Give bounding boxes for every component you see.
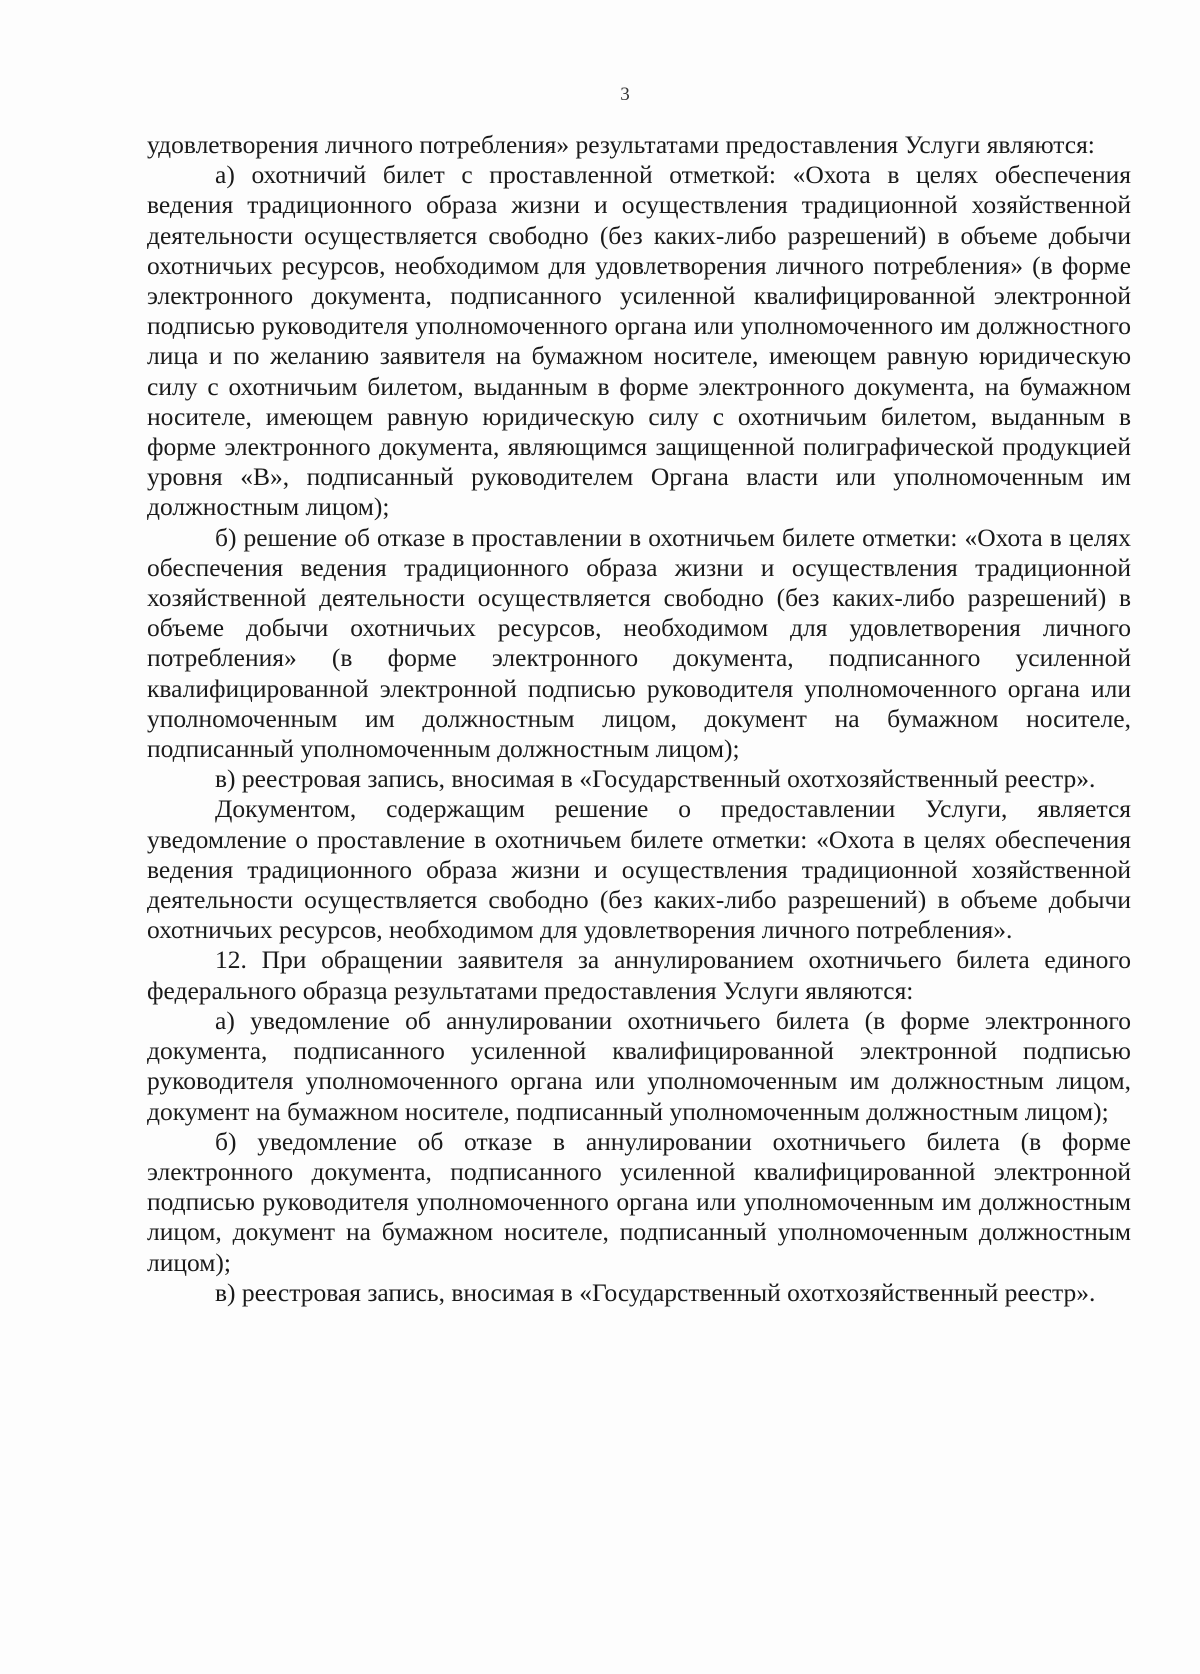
page-number: 3 (620, 84, 630, 105)
paragraph-item-b-refusal-decision: б) решение об отказе в проставлении в охотничьем билете отметки: «Охота в целях обеспечения ведения традиционного образа жизни и осуществления традиционной хозяйственной деятельности осуществляется свободно (без каких-либо разрешений) в объеме добычи охотничьих ресурсов, необходимом для удовлетворения личного потребления» (в форме электронного документа, подписанного усиленной квалифицированной электронной подписью руководителя уполномоченного органа или уполномоченным им должностным лицом, документ на бумажном носителе, подписанный уполномоченным должностным лицом); (147, 522, 1131, 764)
paragraph-continuation: удовлетворения личного потребления» результатами предоставления Услуги являются: (147, 130, 1095, 159)
paragraph-item-a-annulment-notice: а) уведомление об аннулировании охотничьего билета (в форме электронного документа, подписанного усиленной квалифицированной электронной подписью руководителя уполномоченного органа или уполномоченным им должностным лицом, документ на бумажном носителе, подписанный уполномоченным должностным лицом); (147, 1005, 1131, 1126)
paragraph-item-a-hunting-ticket: а) охотничий билет с проставленной отметкой: «Охота в целях обеспечения ведения традиционного образа жизни и осуществления традиционной хозяйственной деятельности осуществляется свободно (без каких-либо разрешений) в объеме добычи охотничьих ресурсов, необходимом для удовлетворения личного потребления» (в форме электронного документа, подписанного усиленной квалифицированной электронной подписью руководителя уполномоченного органа или уполномоченного им должностного лица и по желанию заявителя на бумажном носителе, имеющем равную юридическую силу с охотничьим билетом, выданным в форме электронного документа, на бумажном носителе, имеющем равную юридическую силу с охотничьим билетом, выданным в форме электронного документа, являющимся защищенной полиграфической продукцией уровня «В», подписанный руководителем Органа власти или уполномоченным им должностным лицом); (147, 160, 1131, 522)
document-body (147, 130, 1131, 1308)
paragraph-item-c-registry-record-2: в) реестровая запись, вносимая в «Государственный охотхозяйственный реестр». (215, 1277, 1096, 1307)
paragraph-item-b-annulment-refusal: б) уведомление об отказе в аннулировании охотничьего билета (в форме электронного документа, подписанного усиленной квалифицированной электронной подписью руководителя уполномоченного органа или уполномоченным им должностным лицом, документ на бумажном носителе, подписанный уполномоченным должностным лицом); (147, 1126, 1131, 1277)
paragraph-item-c-registry-record: в) реестровая запись, вносимая в «Государственный охотхозяйственный реестр». (215, 764, 1096, 794)
paragraph-decision-document: Документом, содержащим решение о предоставлении Услуги, является уведомление о проставление в охотничьем билете отметки: «Охота в целях обеспечения ведения традиционного образа жизни и осуществления традиционной хозяйственной деятельности осуществляется свободно (без каких-либо разрешений) в объеме добычи охотничьих ресурсов, необходимом для удовлетворения личного потребления». (147, 794, 1131, 945)
paragraph-section-12: 12. При обращении заявителя за аннулированием охотничьего билета единого федерального образца результатами предоставления Услуги являются: (147, 945, 1131, 1005)
